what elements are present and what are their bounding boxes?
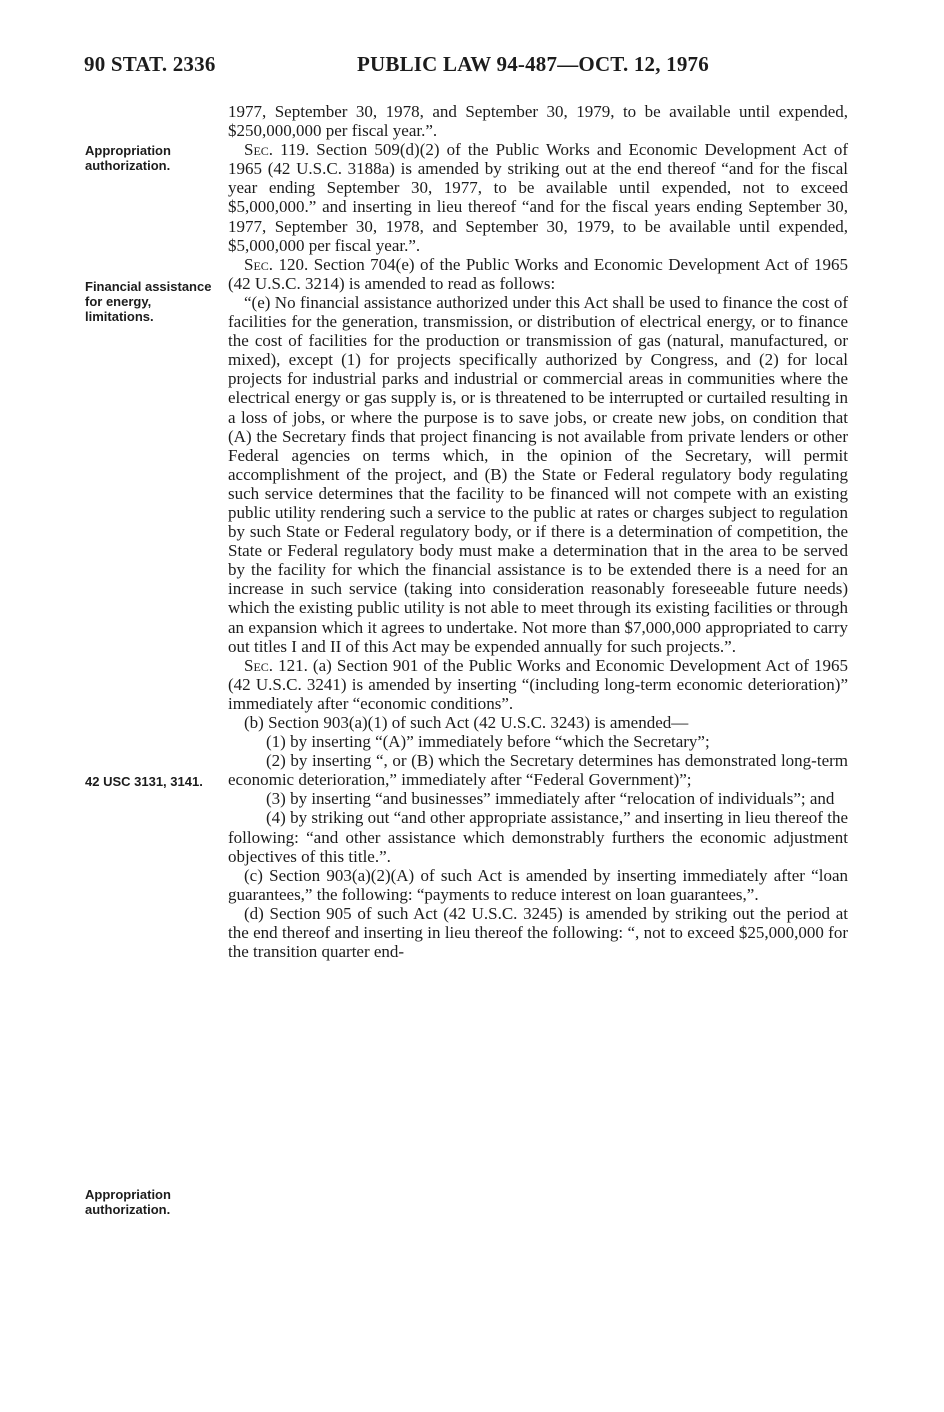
clause-b4: (4) by striking out “and other appropriate assistance,” and inserting in lieu thereof the following: “and other assistance which demonstrably furthers the economic adjustment objectives of this title.”.: [228, 808, 848, 866]
section-text: Section 509(d)(2) of the Public Works and Economic Development Act of 1965 (42 U.S.C. 3188a) is amended by striking out at the end thereof “and for the fiscal year ending September 30, 1977, to be available until expended, not to exceed $5,000,000.” and inserting in lieu thereof “and for the fiscal years ending September 30, 1977, September 30, 1978, and September 30, 1979, to be available until expended, $5,000,000 per fiscal year.”.: [228, 140, 848, 255]
clause-b1: (1) by inserting “(A)” immediately before “which the Secretary”;: [266, 732, 710, 752]
subsection-b: (b) Section 903(a)(1) of such Act (42 U.S.C. 3243) is amended—: [244, 713, 689, 732]
stat-page-number: 90 STAT. 2336: [84, 52, 216, 76]
section-label: Sec. 121.: [244, 655, 308, 675]
statute-body: [228, 102, 848, 961]
section-text: Section 704(e) of the Public Works and Economic Development Act of 1965 (42 U.S.C. 3214) is amended to read as follows:: [228, 254, 848, 293]
section-text: (a) Section 901 of the Public Works and Economic Development Act of 1965 (42 U.S.C. 3241) is amended by inserting “(including long-term economic deterioration)” immediately after “economic conditions”.: [228, 655, 848, 713]
section-120: [228, 255, 848, 293]
section-label: Sec. 120.: [244, 254, 309, 274]
margin-note-financial-assistance: Financial assistance for energy, limitations.: [85, 279, 212, 324]
section-119: [228, 140, 848, 255]
subsection-d: (d) Section 905 of such Act (42 U.S.C. 3245) is amended by striking out the period at the end thereof and inserting in lieu thereof the following: “, not to exceed $25,000,000 for the transition quarter end-: [228, 903, 848, 962]
section-121: [228, 656, 848, 713]
margin-note-appropriation-1: Appropriation authorization.: [85, 143, 171, 173]
law-title: PUBLIC LAW 94-487—OCT. 12, 1976: [357, 52, 709, 76]
clause-b3: (3) by inserting “and businesses” immediately after “relocation of individuals”; and: [266, 789, 835, 809]
subsection-c: (c) Section 903(a)(2)(A) of such Act is amended by inserting immediately after “loan guarantees,” the following: “payments to reduce interest on loan guarantees,”.: [228, 865, 848, 904]
section-label: Sec. 119.: [244, 140, 310, 160]
section-120-quote: “(e) No financial assistance authorized under this Act shall be used to finance the cost of facilities for the generation, transmission, or distribution of electrical energy, or to finance the cost of facilities for the production or transmission of gas (natural, manufactured, or mixed), except (1) for projects specifically authorized by Congress, and (2) for local projects for industrial parks and industrial or commercial areas in communities where the electrical energy or gas supply is, or is threatened to be interrupted or curtailed resulting in a loss of jobs, or where the purpose is to save jobs, or create new jobs, on condition that (A) the Secretary finds that project financing is not available from private lenders or other Federal agencies on terms which, in the opinion of the Secretary, will permit accomplishment of the project, and (B) the State or Federal regulatory body regulating such service determines that the facility to be financed will not compete with an existing public utility rendering such a service to the public at rates or charges subject to regulation by such State or Federal regulatory body, or if there is a determination of competition, the State or Federal regulatory body must make a determination that in the area to be served by the facility for which the financial assistance is to be extended there is a need for an increase in such service (taking into consideration reasonably foreseeable future needs) which the existing public utility is not able to meet through its existing facilities or through an expansion which it agrees to undertake. Not more than $7,000,000 appropriated to carry out titles I and II of this Act may be expended annually for such projects.”.: [228, 292, 848, 656]
margin-note-appropriation-2: Appropriation authorization.: [85, 1187, 171, 1217]
clause-b2: (2) by inserting “, or (B) which the Secretary determines has demonstrated long-term economic deterioration,” immediately after “Federal Government)”;: [228, 751, 848, 790]
paragraph-continuation: 1977, September 30, 1978, and September 30, 1979, to be available until expended, $250,000,000 per fiscal year.”.: [228, 102, 848, 141]
margin-note-usc-citation: 42 USC 3131, 3141.: [85, 774, 203, 789]
